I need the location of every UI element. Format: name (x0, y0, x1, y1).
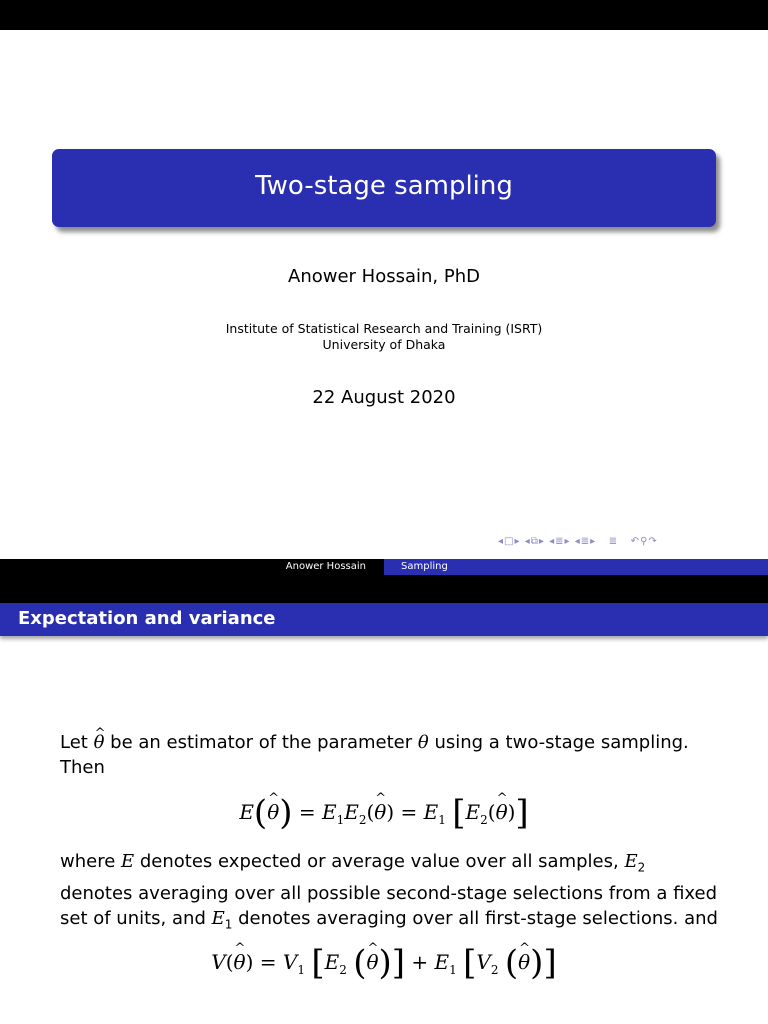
intro-paragraph (60, 730, 720, 780)
nav-section-icon[interactable]: ≣ (580, 536, 591, 547)
E-symbol: E (121, 851, 135, 872)
nav-next-frame-icon[interactable]: ▸ (538, 536, 545, 547)
text-estimator: be an estimator of the parameter (104, 732, 418, 753)
frame-title-bar (0, 603, 768, 636)
nav-slide-icon[interactable]: □ (504, 536, 515, 547)
footer-author-box (0, 559, 384, 575)
presentation-date: 22 August 2020 (312, 387, 456, 408)
text-first-stage: denotes averaging over all first-stage selections. and (232, 907, 718, 929)
E2-symbol: E (624, 851, 638, 872)
nav-subsection-icon[interactable]: ≣ (555, 536, 565, 547)
presentation-title: Two-stage sampling (255, 171, 513, 201)
footer-author: Anower Hossain (285, 561, 366, 572)
nav-frame-icon[interactable]: ⧉ (530, 536, 539, 547)
variance-equation: V(^ $\theta) = V_1$ [$E_2$ (^ $\theta)] + E_1$ [$V_2$ (^ θ)] (0, 950, 768, 977)
nav-prev-subsection-icon[interactable]: ◂ (549, 536, 556, 547)
nav-next-subsection-icon[interactable]: ▸ (564, 536, 571, 547)
text-denotes-expected: denotes expected or average value over all samples, (134, 851, 625, 872)
footer-short-title: Sampling (401, 561, 448, 572)
institute-line1: Institute of Statistical Research and Training (ISRT) (225, 321, 543, 336)
institute-line2: University of Dhaka (322, 337, 446, 352)
nav-search-icon[interactable]: ⚲ (640, 536, 649, 547)
text-second-stage: denotes averaging over all possible second-stage selections from a fixed set of units, and (60, 882, 718, 929)
nav-document-icon[interactable]: ≣ (608, 536, 619, 547)
text-let: Let (60, 732, 94, 753)
theta-hat-symbol: ^ θ (94, 730, 105, 755)
text-then: Then (60, 757, 105, 778)
expectation-equation: E(^ $\theta) = E_1E_2(\^{}$ $\theta) = E_1$ [$E_2(\^{}$ θ)] (0, 800, 768, 827)
navigation-bar (498, 536, 764, 556)
explanation-paragraph: where E denotes expected or average value over all samples, $E_2$ denotes averaging over all possible second-stage selections from a fixed set of units, and $E_1$ denotes averaging over all first-stage selections. and (60, 851, 718, 932)
author-name: Anower Hossain, PhD (288, 266, 480, 287)
text-where: where (60, 851, 122, 872)
nav-prev-slide-icon[interactable]: ◂ (498, 536, 505, 547)
frame-title: Expectation and variance (18, 608, 276, 629)
nav-forward-icon[interactable]: ↷ (648, 536, 658, 547)
footer-title-box (384, 559, 768, 575)
nav-prev-section-icon[interactable]: ◂ (574, 536, 581, 547)
top-bar (0, 0, 768, 30)
text-two-stage: using a two-stage sampling. (428, 732, 689, 753)
theta-symbol: θ (417, 732, 429, 753)
E1-symbol: E (211, 907, 225, 929)
title-box (52, 149, 716, 227)
nav-next-slide-icon[interactable]: ▸ (514, 536, 521, 547)
slide-separator (0, 575, 768, 603)
nav-next-section-icon[interactable]: ▸ (590, 536, 597, 547)
nav-prev-frame-icon[interactable]: ◂ (524, 536, 531, 547)
nav-back-icon[interactable]: ↶ (630, 536, 641, 547)
